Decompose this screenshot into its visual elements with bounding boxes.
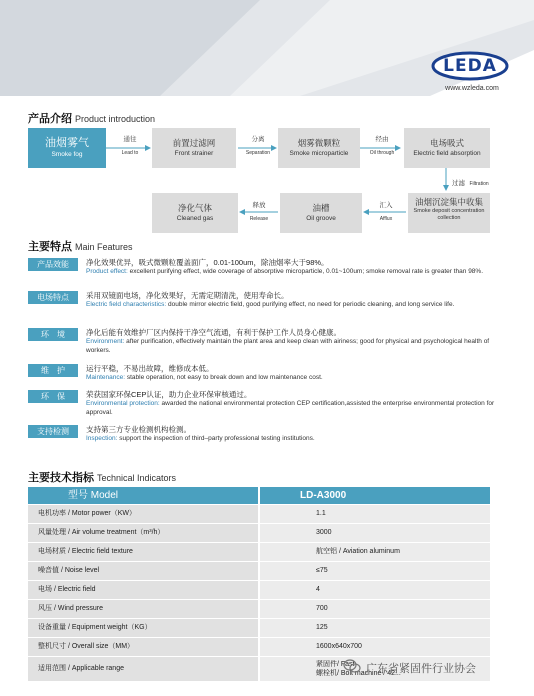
table-row: [28, 505, 490, 523]
spec-key: 风压 / Wind pressure: [28, 600, 258, 618]
feature-text: [86, 291, 496, 310]
spec-key: 电场材质 / Electric field texture: [28, 543, 258, 561]
feature-tag: 环 境: [28, 328, 78, 341]
arrow-lbl-en: Oil through: [369, 150, 395, 156]
spec-value: 125: [260, 619, 490, 637]
arrow-label-lead-to: [112, 136, 148, 157]
table-row: [28, 562, 490, 580]
flow-step-en: Smoke microparticle: [289, 150, 349, 157]
table-row: [28, 619, 490, 637]
intro-title-en: Product introduction: [75, 114, 156, 124]
flow-step-cn: 油烟沉淀集中收集: [414, 197, 483, 207]
feature-en-label: Environment:: [86, 338, 125, 345]
feature-en-label: Electric field characteristics:: [86, 301, 167, 308]
arrow-label-release: [240, 202, 278, 223]
spec-value: 1.1: [260, 505, 490, 523]
spec-key: 电机功率 / Motor power（KW）: [28, 505, 258, 523]
table-row: [28, 600, 490, 618]
arrow-lbl-cn: 过滤: [452, 180, 465, 187]
wechat-icon: [343, 657, 361, 675]
spec-key: 电场 / Electric field: [28, 581, 258, 599]
feature-en-body: double mirror electric field, good purifying effect, no need for periodic cleaning, and long service life.: [166, 301, 455, 308]
flow-start-cn: 油烟雾气: [45, 137, 89, 149]
flow-step-en: Oil groove: [306, 215, 336, 222]
flow-step-cn: 电场吸式: [429, 138, 464, 148]
feature-cn: 运行平稳，不易出故障，维修成本低。: [86, 364, 214, 373]
arrow-lbl-en: Afflux: [379, 216, 393, 222]
specs-title: [28, 469, 176, 485]
flow-step-en: Front strainer: [174, 150, 214, 157]
feature-cn: 荣获国家环保CEP认证，助力企业环保审核通过。: [86, 390, 252, 399]
features-title: [28, 238, 133, 254]
specs-title-cn: 主要技术指标: [28, 472, 94, 484]
arrow-label-separation: [240, 136, 276, 157]
feature-en: [86, 268, 496, 277]
spec-value: 3000: [260, 524, 490, 542]
feature-text: [86, 425, 496, 444]
feature-en-label: Environmental protection:: [86, 400, 160, 407]
feature-cn: 支持第三方专业检测机构检测。: [86, 425, 191, 434]
flow-start-smoke-fog: [28, 128, 106, 168]
feature-en: [86, 435, 496, 444]
flow-step-en: Electric field absorption: [413, 150, 481, 157]
feature-en: [86, 338, 496, 355]
specs-col-model: 型号 Model: [68, 490, 119, 501]
arrow-lbl-en: Separation: [245, 150, 271, 156]
arrow-lbl-cn: 汇入: [379, 202, 393, 209]
arrow-lbl-en: Lead to: [121, 150, 139, 156]
spec-value: ≤75: [260, 562, 490, 580]
spec-key: 适用范围 / Applicable range: [28, 657, 258, 681]
specs-title-en: Technical Indicators: [97, 473, 177, 483]
feature-cn: 净化后能有效维护厂区内保持干净空气流通，有利于保护工作人员身心健康。: [86, 328, 341, 337]
flow-step-cn: 油槽: [312, 203, 330, 213]
table-row: [28, 543, 490, 561]
feature-tag: 环 保: [28, 390, 78, 403]
feature-en-label: Product effect:: [86, 268, 128, 275]
specs-col-value: LD-A3000: [300, 490, 347, 501]
feature-en: [86, 400, 496, 417]
spec-key: 设备重量 / Equipment weight（KG）: [28, 619, 258, 637]
flow-start-en: Smoke fog: [51, 151, 83, 158]
spec-value: 航空铝 / Aviation aluminum: [260, 543, 490, 561]
feature-cn: 净化效果优异，吸式微颗粒覆盖面广，0.01-100um，除油烟率大于98%。: [86, 258, 329, 267]
logo-text: LEDA: [443, 56, 497, 76]
spec-value: 4: [260, 581, 490, 599]
spec-key: 噪音值 / Noise level: [28, 562, 258, 580]
arrow-lbl-cn: 经由: [375, 136, 389, 143]
table-row: [28, 581, 490, 599]
feature-tag: 产品效能: [28, 258, 78, 271]
table-row: [28, 638, 490, 656]
flow-front-strainer: [152, 128, 236, 168]
flow-oil-groove: [280, 193, 362, 233]
arrow-label-oil-through: [362, 136, 402, 157]
feature-en: [86, 301, 496, 310]
arrow-lbl-en: Release: [249, 216, 269, 222]
spec-key: 风量处理 / Air volume treatment（m³/h）: [28, 524, 258, 542]
arrow-lbl-cn: 释放: [252, 202, 266, 209]
arrow-lbl-cn: 分离: [251, 136, 265, 143]
website-url: www.wzleda.com: [445, 85, 499, 92]
flow-step-cn: 烟雾微颗粒: [297, 138, 341, 148]
arrow-label-filtration: [452, 172, 502, 190]
flow-step-en: Smoke deposit concentration collection: [413, 208, 485, 221]
flow-step-en: Cleaned gas: [176, 215, 214, 222]
feature-cn: 采用双镜面电场，净化效果好，无需定期清洗，使用寿命长。: [86, 291, 289, 300]
flow-smoke-deposit-collection: [408, 193, 490, 233]
flow-cleaned-gas: [152, 193, 238, 233]
spec-value-line1: 紧固件/ Fast: [316, 661, 355, 668]
feature-en-body: excellent purifying effect, wide coverage of absorptive microparticle, 0.01~100um; smoke removal rate is greater than 98%.: [127, 268, 484, 275]
feature-en: [86, 374, 496, 383]
flow-step-cn: 净化气体: [177, 203, 212, 213]
spec-value: 700: [260, 600, 490, 618]
feature-en-label: Inspection:: [86, 435, 118, 442]
spec-key: 整机尺寸 / Overall size（MM）: [28, 638, 258, 656]
arrow-lbl-cn: 通往: [123, 136, 137, 143]
feature-text: [86, 328, 496, 355]
features-title-en: Main Features: [75, 242, 133, 252]
flow-electric-field-absorption: [404, 128, 490, 168]
specs-table-header: [28, 487, 490, 504]
feature-tag: 电场特点: [28, 291, 78, 304]
feature-tag: 支持检测: [28, 425, 78, 438]
feature-en-label: Maintenance:: [86, 374, 126, 381]
watermark-text: 广东省紧固件行业协会: [366, 663, 476, 675]
features-title-cn: 主要特点: [28, 241, 72, 253]
intro-title-cn: 产品介绍: [28, 113, 72, 125]
feature-text: [86, 258, 496, 277]
feature-en-body: after purification, effectively maintain the plant area and keep clean with airiness; good for physical and psychological health of workers.: [86, 338, 490, 354]
feature-text: [86, 390, 496, 417]
arrow-lbl-en: Filtration: [469, 181, 489, 187]
arrow-label-afflux: [366, 202, 406, 223]
flow-smoke-microparticle: [278, 128, 360, 168]
table-row: [28, 524, 490, 542]
feature-en-body: awarded the national environmental protection CEP certification,assisted the enterprise environmental protection for approval.: [86, 400, 495, 416]
flow-step-cn: 前置过滤网: [172, 138, 216, 148]
feature-text: [86, 364, 496, 383]
specs-header-divider: [258, 487, 260, 504]
feature-tag: 维 护: [28, 364, 78, 377]
spec-value-line2: 螺栓机/ Bolt machine / 42...: [316, 670, 401, 677]
spec-value: 1600x640x700: [260, 638, 490, 656]
feature-en-body: stable operation, not easy to break down and low maintenance cost.: [125, 374, 323, 381]
feature-en-body: support the inspection of third–party professional testing institutions.: [117, 435, 315, 442]
